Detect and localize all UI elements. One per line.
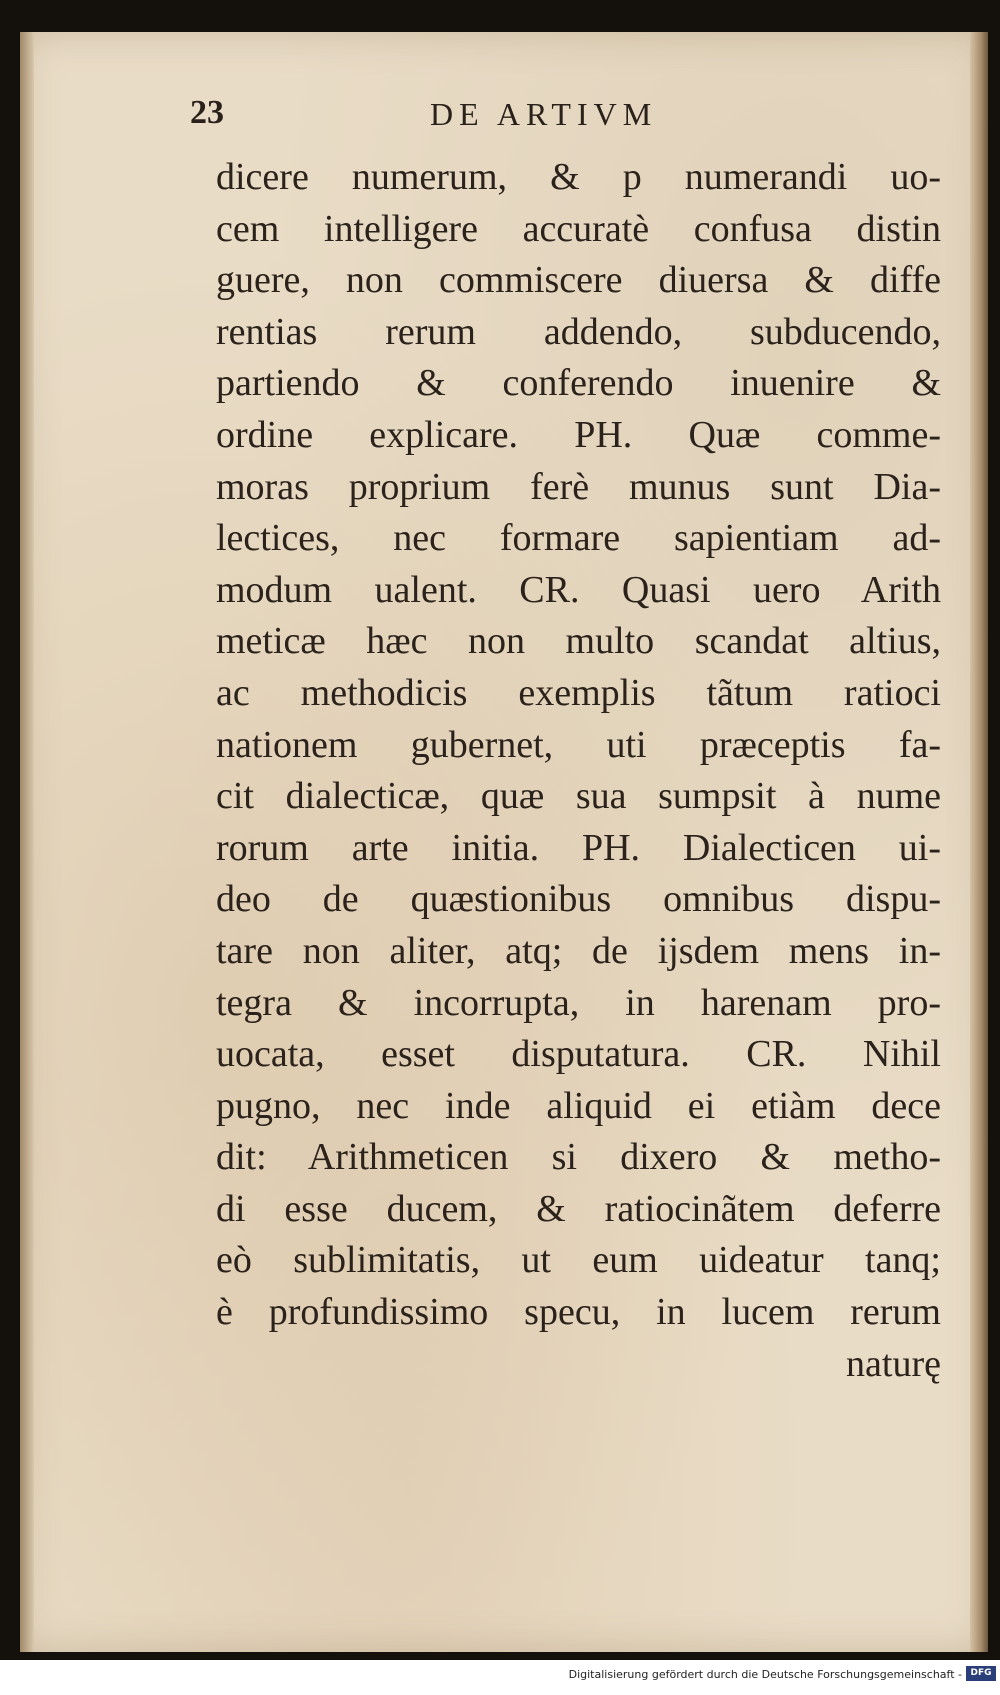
digitization-footer [0,1660,1000,1695]
text-line: rentias rerum addendo, subducendo, [216,310,941,353]
catchword: naturę [846,1342,941,1385]
text-line: cem intelligere accuratè confusa distin [216,207,941,250]
text-line: ac methodicis exemplis tãtum ratioci [216,671,941,714]
text-line: è profundissimo specu, in lucem rerum [216,1291,941,1334]
text-line: partiendo & conferendo inuenire & [216,362,941,405]
page-gutter [20,32,34,1652]
running-head: DE ARTIVM [430,96,658,132]
text-line: di esse ducem, & ratiocinãtem deferre [216,1187,941,1230]
text-line: meticæ hæc non multo scandat altius, [216,620,941,663]
text-line: eò sublimitatis, ut eum uideatur tanq; [216,1239,941,1282]
page-header [190,94,750,134]
text-line: nationem gubernet, uti præceptis fa- [216,723,941,766]
text-line: pugno, nec inde aliquid ei etiàm dece [216,1084,941,1127]
book-page [20,32,988,1652]
text-line: tare non aliter, atq; de ijsdem mens in- [216,929,941,972]
text-line: lectices, nec formare sapientiam ad- [216,517,941,560]
text-line: moras proprium ferè munus sunt Dia- [216,465,941,508]
text-line: uocata, esset disputatura. CR. Nihil [216,1033,941,1076]
text-line: rorum arte initia. PH. Dialecticen ui- [216,826,941,869]
text-line: guere, non commiscere diuersa & diffe [216,259,941,302]
page-fore-edge [970,32,988,1652]
text-line: deo de quæstionibus omnibus dispu- [216,878,941,921]
text-line: cit dialecticæ, quæ sua sumpsit à nume [216,775,941,818]
folio-number: 23 [190,94,224,131]
dfg-logo: DFG [966,1666,996,1681]
text-line: tegra & incorrupta, in harenam pro- [216,981,941,1024]
text-line: ordine explicare. PH. Quæ comme- [216,413,941,456]
text-line: modum ualent. CR. Quasi uero Arith [216,568,941,611]
text-block [216,152,941,1390]
text-line: dicere numerum, & p numerandi uo- [216,156,941,198]
text-line: dit: Arithmeticen si dixero & metho- [216,1136,941,1179]
funding-credit: Digitalisierung gefördert durch die Deutsche Forschungsgemeinschaft - [568,1668,962,1681]
